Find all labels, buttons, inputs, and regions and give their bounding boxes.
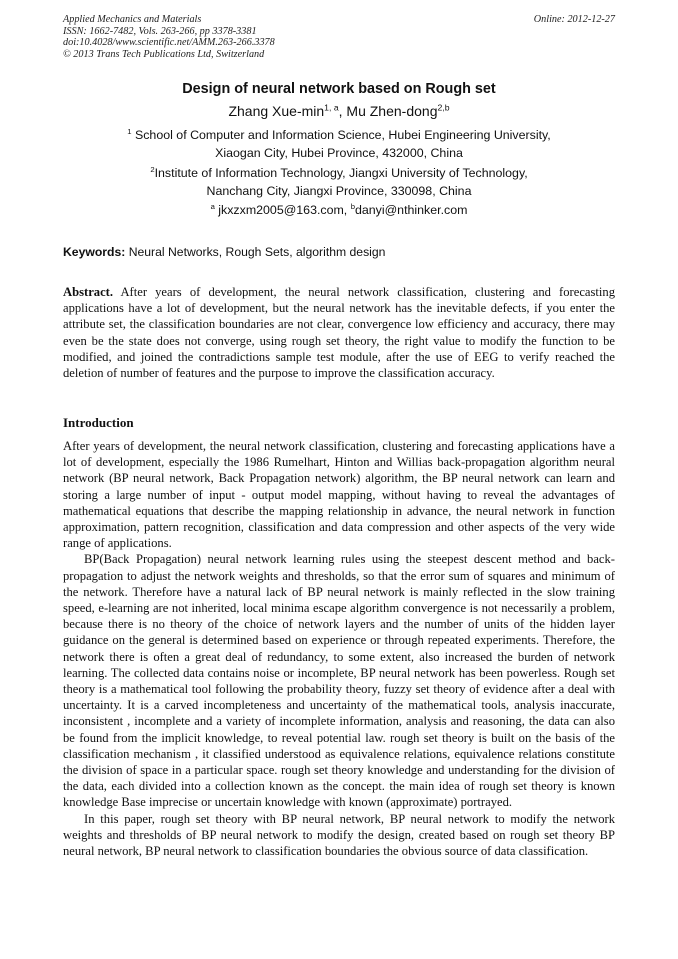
abstract-paragraph [63,284,615,381]
author-separator: , [338,103,347,119]
author-2: Mu Zhen-dong [346,103,438,119]
author-line [0,103,678,119]
copyright-line: © 2013 Trans Tech Publications Ltd, Switzerland [63,48,265,60]
email-b-sup: b [350,201,355,211]
intro-paragraph-2: BP(Back Propagation) neural network learning rules using the steepest descent method and back-propagation to adjust the network weights and thresholds, so that the error sum of squares and minimum of the network. Therefore have a natural lack of BP neural network is mainly reflected in the slow training speed, e-learning are not inherited, local minima escape algorithm convergence is not necessarily a problem, because there is no theory of the choice of network layers and the number of units of the hidden layer guidance on the general is determined based on experience or through repeated experiments. Therefore, the network there is often a great deal of redundancy, to some extent, also increased the burden of network learning. The collected data contains noise or incomplete, BP neural network has been powerless. Rough set theory is a mathematical tool following the probability theory, fuzzy set theory of evidence after a deal with uncertainty. It is a carved incompleteness and uncertainty of the mathematical tools, analysis inaccurate, inconsistent , incomplete and a variety of incomplete information, analysis and reasoning, the data can also be found from the implicit knowledge, to reveal potential law. rough set theory is built on the basis of the classification mechanism , it classified understood as equivalence relations, equivalence relations constitute the division of space in a particular space. rough set theory knowledge and understanding for the division of the data, each divided into a collection known as the concept. the main idea of rough set theory is known knowledge Base imprecise or uncertain knowledge with known (approximate) portrayed. [63,552,615,810]
author-1: Zhang Xue-min [228,103,325,119]
journal-name: Applied Mechanics and Materials [63,14,202,25]
aff-1-sup: 1 [127,126,132,136]
introduction-body [63,438,615,859]
keywords-line [63,245,385,259]
keywords-text: Neural Networks, Rough Sets, algorithm design [125,245,386,259]
section-heading-introduction: Introduction [63,415,134,430]
doi-line: doi:10.4028/www.scientific.net/AMM.263-266.3378 [63,37,275,49]
email-a-sup: a [210,201,215,211]
intro-paragraph-3: In this paper, rough set theory with BP neural network, BP neural network to modify the network weights and thresholds of BP neural network to modify the design, created based on rough set theory BP neural network, BP neural network to classification boundaries the obvious source of data classification. [63,811,615,859]
affiliation-2 [0,165,678,200]
abstract-text: After years of development, the neural network classification, clustering and forecasting applications have a lot of development, but the neural network has the inevitable defects, if you enter the attribute set, the classification boundaries are not clear, convergence low efficiency and accuracy, there may even be the state does not converge, using rough set theory, the right value to modify the function to be modified, and joined the contradictions sample test module, after the use of EEG to verify reached the deletion of number of features and the purpose to improve the classification accuracy. [63,285,615,381]
issn-line: ISSN: 1662-7482, Vols. 263-266, pp 3378-3381 [63,25,257,37]
author-2-sup: 2,b [437,102,450,113]
aff-2-line-2: Nanchang City, Jiangxi Province, 330098, China [206,183,472,198]
keywords-label: Keywords: [63,245,126,259]
intro-paragraph-1: After years of development, the neural network classification, clustering and forecasting applications have a lot of development, especially the 1986 Rumelhart, Hinton and Willias back-propagation algorithm neural network (BP neural network, Back Propagation network) algorithm, the BP neural network can learn and storing a large number of input - output model mapping, without having to reveal the advantages of mathematical equations that describe the mapping relationship in advance, the neural network in function approximation, pattern recognition, classification and data compression and other aspects of the very wide range of applications. [63,439,615,551]
aff-2-sup: 2 [150,164,155,174]
email-a: jkxzxm2005@163.com, [214,203,351,217]
aff-2-line-1: Institute of Information Technology, Jiangxi University of Technology, [154,166,528,180]
author-1-sup: 1, a [324,102,339,113]
aff-1-line-2: Xiaogan City, Hubei Province, 432000, China [215,145,463,160]
email-b: danyi@nthinker.com [354,203,468,217]
abstract-label: Abstract. [63,285,114,299]
online-date: Online: 2012-12-27 [533,14,615,25]
email-line [0,202,678,220]
aff-1-line-1: School of Computer and Information Science, Hubei Engineering University, [131,128,551,142]
paper-title: Design of neural network based on Rough set [182,81,496,97]
affiliation-1 [0,127,678,162]
journal-header [63,14,615,60]
